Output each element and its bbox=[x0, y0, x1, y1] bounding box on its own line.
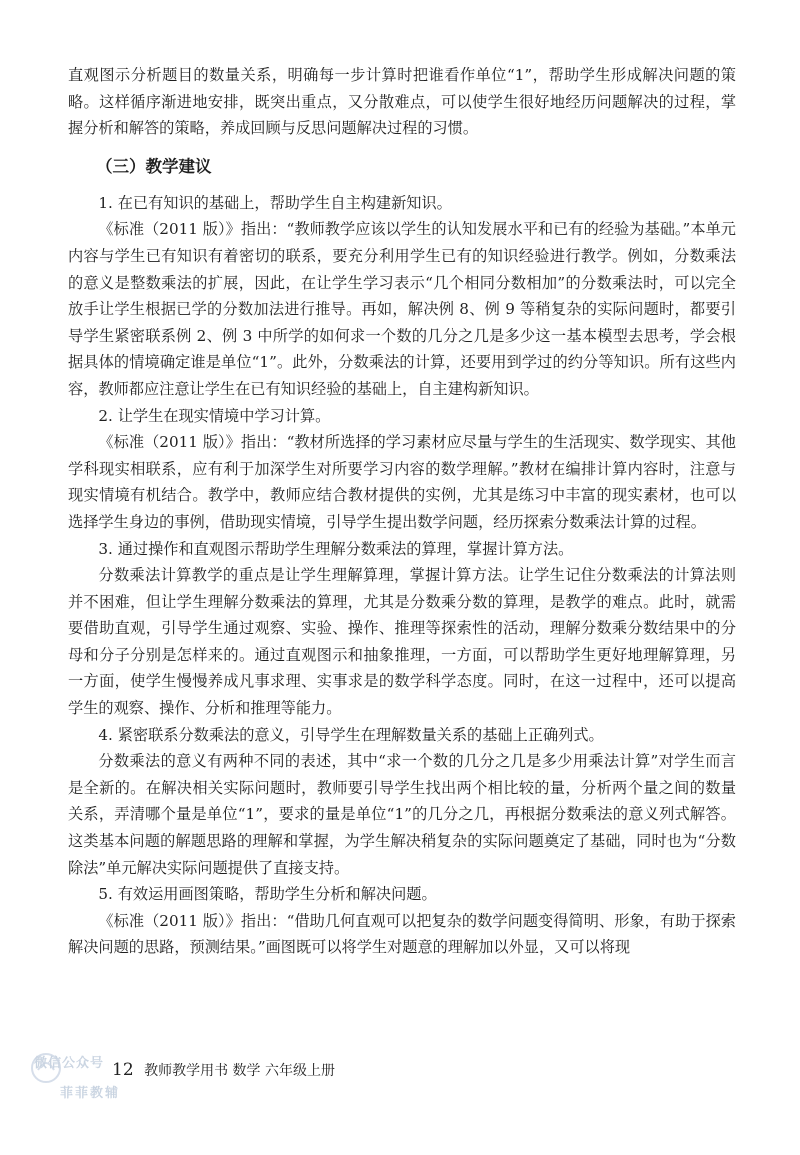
suggestion-5-title: 5. 有效运用画图策略，帮助学生分析和解决问题。 bbox=[98, 885, 437, 904]
watermark bbox=[26, 1048, 146, 1118]
suggestion-4-body: 分数乘法的意义有两种不同的表述，其中“求一个数的几分之几是多少用乘法计算”对学生而言是全新的。在解决相关实际问题时，教师要引导学生找出两个相比较的量，分析两个量之间的数量关系，弄清哪个量是单位“1”，要求的量是单位“1”的几分之几，再根据分数乘法的意义列式解答。这类基本问题的解题思路的理解和掌握，为学生解决稍复杂的实际问题奠定了基础，同时也为“分数除法”单元解决实际问题提供了直接支持。 bbox=[68, 752, 736, 877]
suggestion-3-title: 3. 通过操作和直观图示帮助学生理解分数乘法的算理，掌握计算方法。 bbox=[98, 539, 574, 558]
page-footer bbox=[112, 1060, 335, 1080]
suggestion-4-title: 4. 紧密联系分数乘法的意义，引导学生在理解数量关系的基础上正确列式。 bbox=[98, 725, 604, 744]
paragraph-intro: 直观图示分析题目的数量关系，明确每一步计算时把谁看作单位“1”，帮助学生形成解决问题的策略。这样循序渐进地安排，既突出重点，又分散难点，可以使学生很好地经历问题解决的过程，掌握分析和解答的策略，养成回顾与反思问题解决过程的习惯。 bbox=[68, 66, 736, 138]
page-number: 12 bbox=[112, 1060, 134, 1080]
suggestion-1-title: 1. 在已有知识的基础上，帮助学生自主构建新知识。 bbox=[98, 193, 452, 212]
watermark-line2: 菲菲教辅 bbox=[60, 1086, 121, 1101]
watermark-line1: 微信公众号 bbox=[34, 1056, 105, 1071]
suggestion-1-body: 《标准（2011 版）》指出：“教师教学应该以学生的认知发展水平和已有的经验为基础。”本单元内容与学生已有知识有着密切的联系，要充分利用学生已有的知识经验进行教学。例如，分数乘法的意义是整数乘法的扩展，因此，在让学生学习表示“几个相同分数相加”的分数乘法时，可以完全放手让学生根据已学的分数加法进行推导。再如，解决例 8、例 9 等稍复杂的实际问题时，都要引导学生紧密联系例 2、例 3 中所学的如何求一个数的几分之几是多少这一基本模型去思考，学会根据具体的情境确定谁是单位“1”。此外，分数乘法的计算，还要用到学过的约分等知识。所有这些内容，教师都应注意让学生在已有知识经验的基础上，自主建构新知识。 bbox=[68, 220, 736, 398]
suggestion-5-body: 《标准（2011 版）》指出：“借助几何直观可以把复杂的数学问题变得简明、形象，有助于探索解决问题的思路，预测结果。”画图既可以将学生对题意的理解加以外显，又可以将现 bbox=[68, 911, 736, 957]
suggestion-3-body: 分数乘法计算教学的重点是让学生理解算理，掌握计算方法。让学生记住分数乘法的计算法则并不困难，但让学生理解分数乘法的算理，尤其是分数乘分数的算理，是教学的难点。此时，就需要借助直观，引导学生通过观察、实验、操作、推理等探索性的活动，理解分数乘分数结果中的分母和分子分别是怎样来的。通过直观图示和抽象推理，一方面，可以帮助学生更好地理解算理，另一方面，使学生慢慢养成凡事求理、实事求是的数学科学态度。同时，在这一过程中，还可以提高学生的观察、操作、分析和推理等能力。 bbox=[68, 566, 736, 718]
book-title: 教师教学用书 数学 六年级上册 bbox=[144, 1063, 335, 1079]
document-page bbox=[68, 62, 736, 961]
suggestion-2-title: 2. 让学生在现实情境中学习计算。 bbox=[98, 406, 331, 425]
section-heading: （三）教学建议 bbox=[96, 156, 212, 176]
suggestion-2-body: 《标准（2011 版）》指出：“教材所选择的学习素材应尽量与学生的生活现实、数学现实、其他学科现实相联系，应有利于加深学生对所要学习内容的数学理解。”教材在编排计算内容时，注意与现实情境有机结合。教学中，教师应结合教材提供的实例，尤其是练习中丰富的现实素材，也可以选择学生身边的事例，借助现实情境，引导学生提出数学问题，经历探索分数乘法计算的过程。 bbox=[68, 433, 736, 531]
